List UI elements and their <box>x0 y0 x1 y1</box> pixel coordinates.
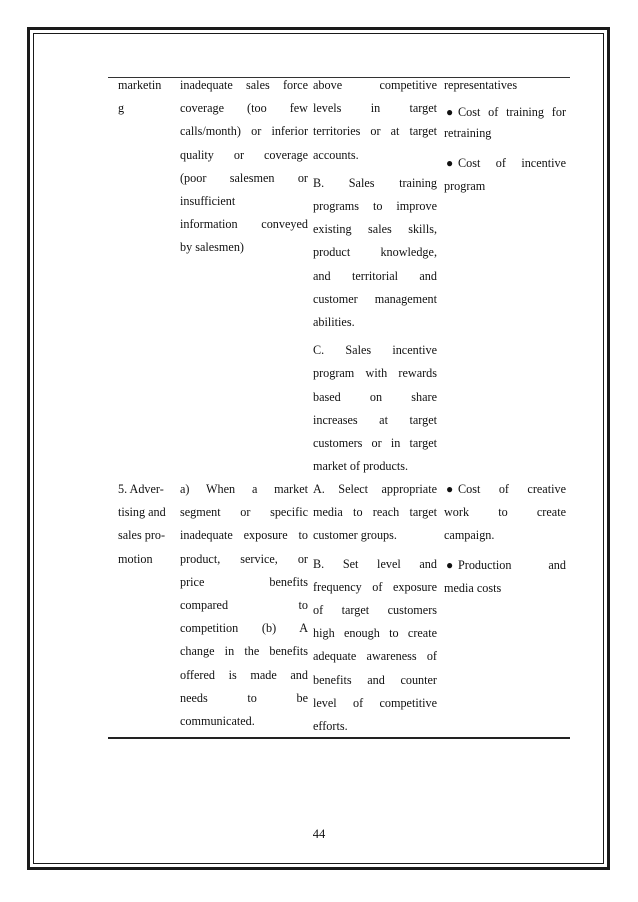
text-line: level of competitive <box>313 695 437 710</box>
text-line: a) When a market <box>180 482 308 496</box>
text-line: customer groups. <box>313 528 397 543</box>
text-line: offered is made and <box>180 667 308 682</box>
text-line: compared to <box>180 598 308 613</box>
page-number: 44 <box>312 827 326 841</box>
text-line: media to reach target <box>313 505 437 520</box>
text-line: based on share <box>313 389 437 404</box>
text-line: information conveyed <box>180 217 308 232</box>
text-line: C. Sales incentive <box>313 343 437 358</box>
text-line: coverage (too few <box>180 101 308 116</box>
row1-solution <box>313 74 437 478</box>
row2-problem <box>180 478 308 733</box>
text-line: tising and <box>118 505 166 520</box>
text-line: insufficient <box>180 194 236 209</box>
text-line: work to create <box>444 505 566 520</box>
text-line: inadequate sales force <box>180 78 308 92</box>
text-line: needs to be <box>180 690 308 705</box>
row2-cost <box>444 478 566 600</box>
text-line: benefits and counter <box>313 672 437 687</box>
text-line: representatives <box>444 78 518 92</box>
text-line: campaign. <box>444 528 495 543</box>
text-line: competition (b) A <box>180 621 308 636</box>
text-line: sales pro- <box>118 528 166 543</box>
paragraph <box>313 553 437 739</box>
text-line: communicated. <box>180 714 255 729</box>
paragraph <box>313 339 437 478</box>
paragraph <box>313 172 437 334</box>
text-line: Cost of incentive <box>458 155 566 170</box>
text-line: program with rewards <box>313 366 437 381</box>
text-line: market of products. <box>313 459 409 474</box>
text-line: of target customers <box>313 603 437 618</box>
text-line: Cost of creative <box>458 482 566 496</box>
row1-category <box>118 74 174 120</box>
text-line: 5. Adver- <box>118 482 164 496</box>
text-line: motion <box>118 551 153 566</box>
text-line: programs to improve <box>313 199 437 214</box>
row1-problem <box>180 74 308 260</box>
text-line: A. Select appropriate <box>313 482 437 496</box>
bullet-item <box>444 152 566 175</box>
text-line: abilities. <box>313 315 355 330</box>
text-line: g <box>118 101 125 116</box>
text-line: efforts. <box>313 719 348 734</box>
text-line: inadequate exposure to <box>180 528 308 543</box>
text-line: change in the benefits <box>180 644 308 659</box>
text-line: product knowledge, <box>313 245 437 260</box>
text-line: price benefits <box>180 574 308 589</box>
text-line: high enough to create <box>313 626 437 641</box>
text-line: increases at target <box>313 412 437 427</box>
text-line: customer management <box>313 291 437 306</box>
bullet-item <box>444 101 566 124</box>
text-line: program <box>444 178 486 193</box>
bullet-icon: ● <box>446 155 454 170</box>
bullet-icon: ● <box>446 482 454 496</box>
text-line: segment or specific <box>180 505 308 520</box>
text-line: quality or coverage <box>180 147 308 162</box>
text-line: above competitive <box>313 78 437 92</box>
text-line: existing sales skills, <box>313 222 437 237</box>
paragraph <box>313 478 437 548</box>
text-line: levels in target <box>313 101 437 116</box>
text-line: and territorial and <box>313 268 437 283</box>
text-line: by salesmen) <box>180 240 244 255</box>
bullet-item <box>444 554 566 577</box>
text-line: frequency of exposure <box>313 579 437 594</box>
bullet-item <box>444 478 566 501</box>
text-line: marketin <box>118 78 162 92</box>
row1-cost <box>444 74 566 198</box>
text-line: Cost of training for <box>458 105 566 120</box>
text-line: Production and <box>458 557 566 572</box>
paragraph <box>313 74 437 167</box>
text-line: B. Set level and <box>313 556 437 571</box>
bullet-icon: ● <box>446 557 454 572</box>
text-line: territories or at target <box>313 124 437 139</box>
text-line: adequate awareness of <box>313 649 437 664</box>
text-line: customers or in target <box>313 436 437 451</box>
text-line: accounts. <box>313 147 359 162</box>
table-bottom-rule <box>108 737 570 739</box>
text-line: (poor salesmen or <box>180 170 308 185</box>
row2-category <box>118 478 174 571</box>
row2-solution <box>313 478 437 738</box>
text-line: B. Sales training <box>313 175 437 190</box>
text-line: calls/month) or inferior <box>180 124 308 139</box>
bullet-icon: ● <box>446 105 454 120</box>
text-line: product, service, or <box>180 551 308 566</box>
text-line: media costs <box>444 580 502 595</box>
text-line: retraining <box>444 126 492 141</box>
